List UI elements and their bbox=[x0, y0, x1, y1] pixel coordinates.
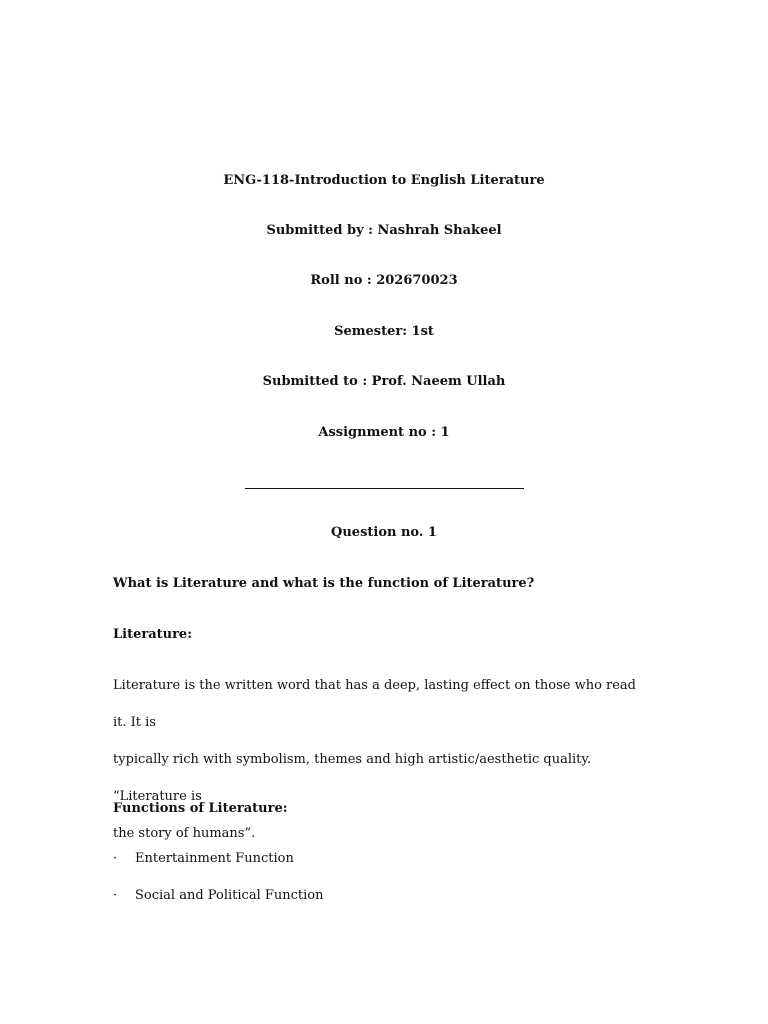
bullet-icon: · bbox=[113, 851, 118, 866]
list-item bbox=[113, 850, 294, 868]
paragraph-line: the story of humans”. bbox=[113, 826, 256, 841]
bullet-icon: · bbox=[113, 888, 118, 903]
list-item-label: Social and Political Function bbox=[135, 888, 324, 903]
submitted-to: Submitted to : Prof. Naeem Ullah bbox=[262, 374, 506, 389]
separator-rule bbox=[245, 488, 524, 489]
list-item bbox=[113, 887, 323, 905]
question-text: What is Literature and what is the function of Literature? bbox=[113, 576, 535, 591]
roll-number: Roll no : 202670023 bbox=[310, 273, 458, 288]
assignment-number: Assignment no : 1 bbox=[318, 425, 450, 440]
question-title: Question no. 1 bbox=[331, 525, 437, 540]
functions-heading: Functions of Literature: bbox=[113, 801, 288, 816]
submitted-by: Submitted by : Nashrah Shakeel bbox=[266, 223, 502, 238]
literature-paragraph bbox=[113, 667, 653, 852]
list-item-label: Entertainment Function bbox=[135, 851, 294, 866]
course-title: ENG-118-Introduction to English Literature bbox=[223, 173, 545, 188]
literature-heading: Literature: bbox=[113, 627, 193, 642]
semester: Semester: 1st bbox=[334, 324, 434, 339]
paragraph-line: typically rich with symbolism, themes and high artistic/aesthetic quality. “Literature is bbox=[113, 752, 592, 804]
paragraph-line: Literature is the written word that has a deep, lasting effect on those who read it. It is bbox=[113, 678, 637, 730]
